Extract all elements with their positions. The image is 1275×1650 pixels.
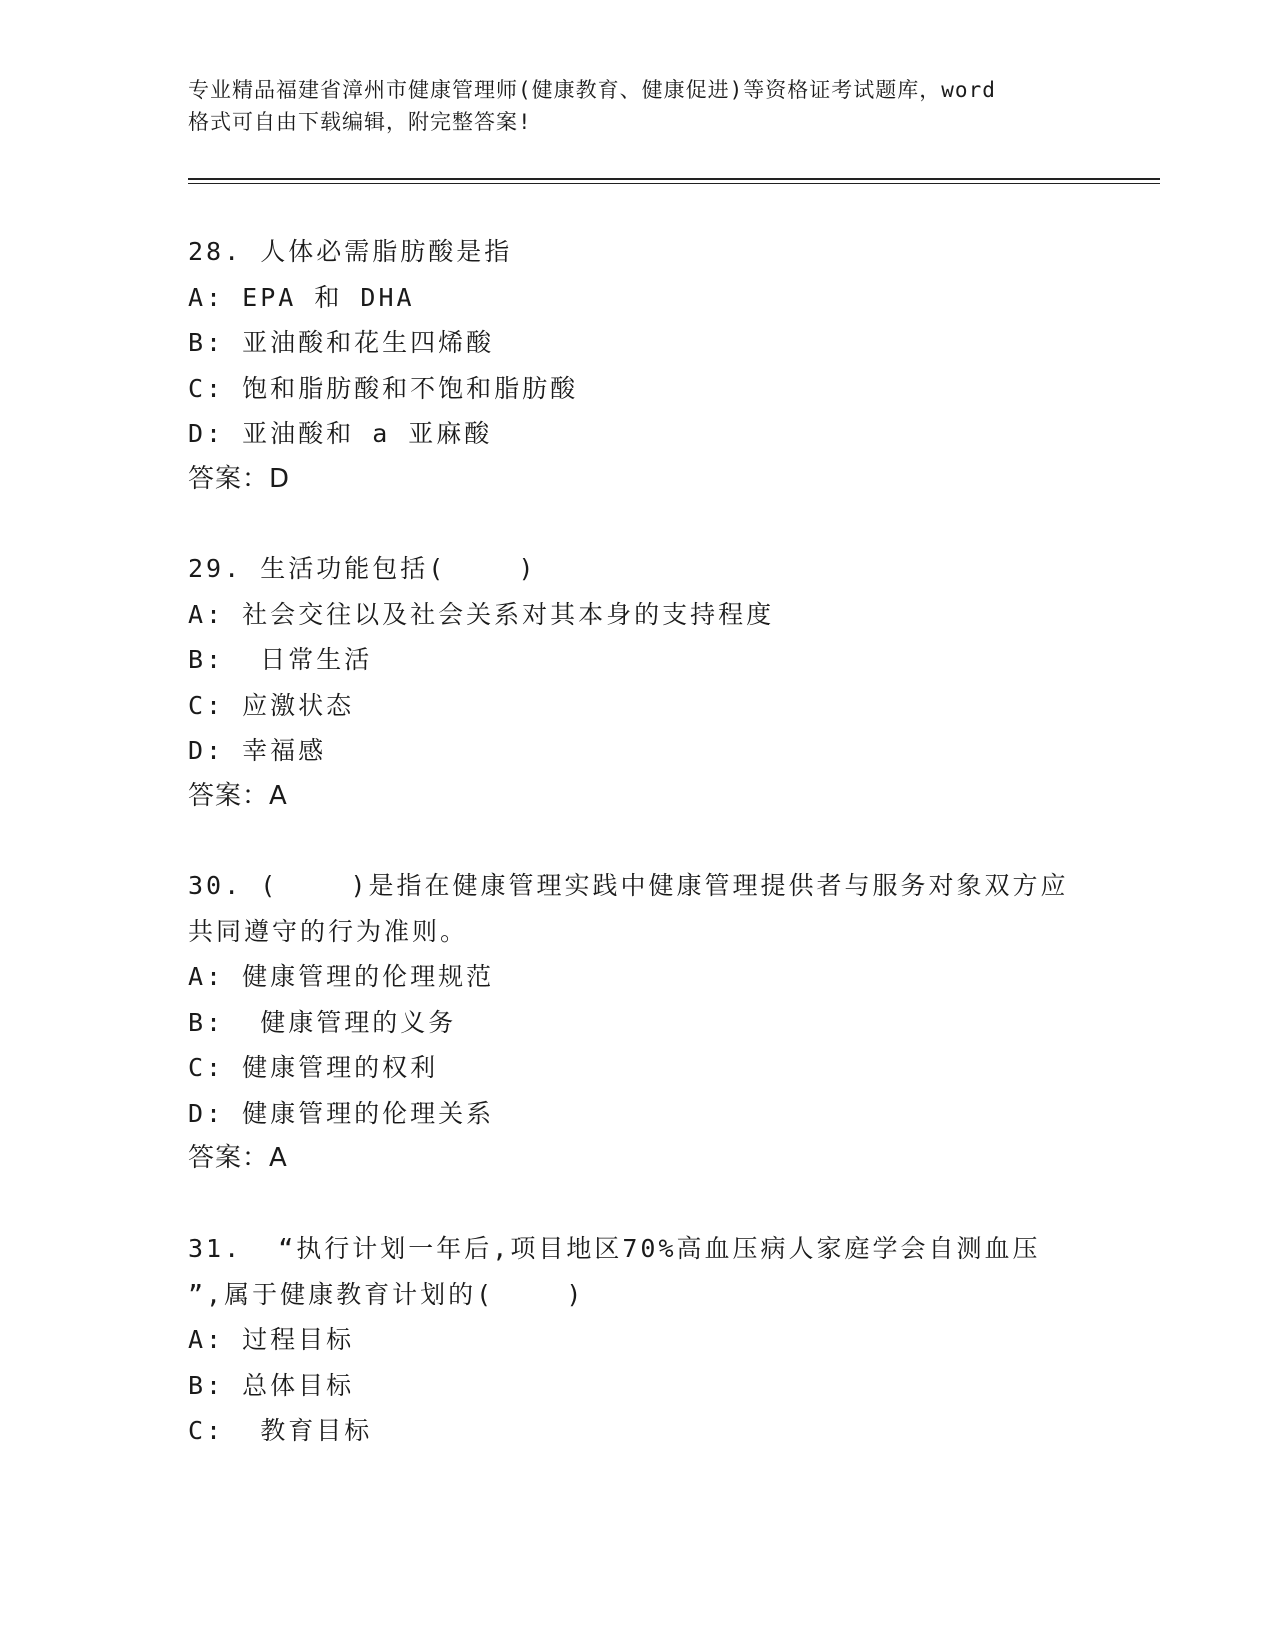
question-stem: 29. 生活功能包括( ) [188,554,537,583]
option-d: D: 亚油酸和 a 亚麻酸 [188,419,493,448]
option-d: D: 健康管理的伦理关系 [188,1098,495,1128]
option-a: A: 社会交往以及社会关系对其本身的支持程度 [188,599,775,629]
option-c: C: 健康管理的权利 [188,1053,439,1082]
question-block [188,863,1088,1182]
answer-label: 答案：A [188,780,288,811]
option-a: A: 健康管理的伦理规范 [188,962,495,991]
question-stem: 30. ( )是指在健康管理实践中健康管理提供者与服务对象双方应 [188,871,1069,900]
option-b: B: 健康管理的义务 [188,1007,457,1037]
document-header [188,74,1088,138]
question-block [188,546,1088,819]
header-divider-thick [188,178,1160,180]
answer-label: 答案：A [188,1143,288,1173]
option-b: B: 总体目标 [188,1370,355,1400]
header-divider-thin [188,183,1160,184]
option-c: C: 应激状态 [188,690,355,720]
question-block [188,229,1088,502]
option-b: B: 亚油酸和花生四烯酸 [188,328,495,357]
header-line-1: 专业精品福建省漳州市健康管理师(健康教育、健康促进)等资格证考试题库，word [188,78,996,102]
option-b: B: 日常生活 [188,645,373,674]
answer-label: 答案：D [188,463,291,494]
option-c: C: 教育目标 [188,1416,373,1445]
question-stem: 31. “执行计划一年后,项目地区70%高血压病人家庭学会自测血压 [188,1234,1041,1263]
option-d: D: 幸福感 [188,736,327,765]
option-a: A: EPA 和 DHA [188,282,415,312]
header-line-2: 格式可自由下载编辑，附完整答案! [188,110,532,134]
option-a: A: 过程目标 [188,1325,355,1354]
question-stem-continued: 共同遵守的行为准则。 [188,916,469,946]
option-c: C: 饱和脂肪酸和不饱和脂肪酸 [188,373,579,403]
question-block [188,1226,1088,1454]
question-stem-continued: ”,属于健康教育计划的( ) [188,1279,585,1309]
question-stem: 28. 人体必需脂肪酸是指 [188,237,513,266]
